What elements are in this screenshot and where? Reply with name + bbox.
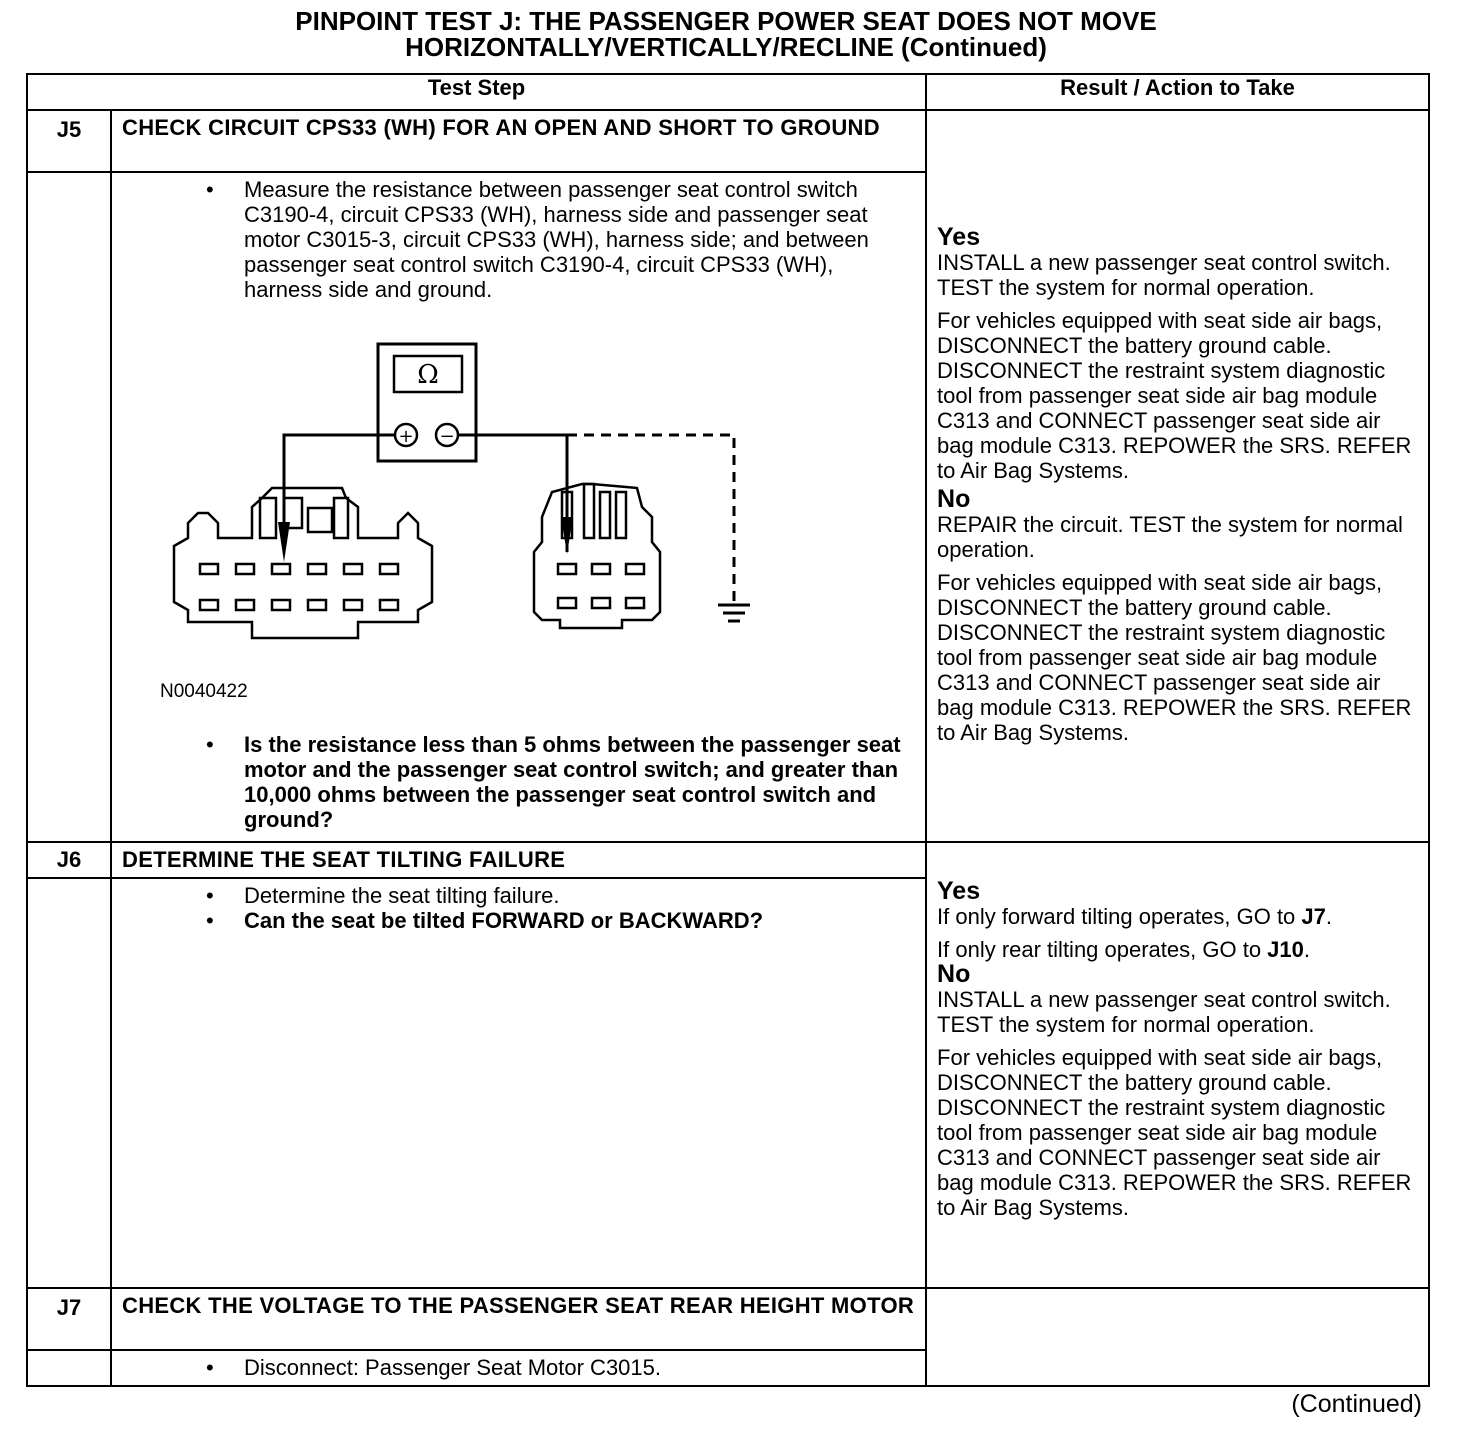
header-test-step: Test Step	[27, 74, 926, 110]
wiring-diagram-svg	[122, 302, 937, 732]
minus-label: −	[439, 426, 455, 447]
j6-title-row	[27, 842, 1429, 878]
j6-no-note: For vehicles equipped with seat side air bags, DISCONNECT the battery ground cable. DISCONNECT the restraint system diagnostic tool from passenger seat side air bag module C313 and CONNECT passenger seat side air bag module C313. REPOWER the SRS. REFER to Air Bag Systems.	[937, 1045, 1412, 1220]
j7-result-cell	[926, 1288, 1429, 1386]
j7-bullet-1: • Disconnect: Passenger Seat Motor C3015.	[206, 1355, 662, 1380]
j7-step-id: J7	[27, 1288, 111, 1350]
j7-step-title: CHECK THE VOLTAGE TO THE PASSENGER SEAT REAR HEIGHT MOTOR	[111, 1288, 926, 1350]
plus-label: +	[398, 426, 414, 447]
table-header-row	[27, 74, 1429, 110]
page-title-line-2: HORIZONTALLY/VERTICALLY/RECLINE (Continued)	[405, 32, 1047, 62]
j6-no-text: INSTALL a new passenger seat control switch. TEST the system for normal operation.	[937, 987, 1391, 1037]
j5-no-text: REPAIR the circuit. TEST the system for normal operation.	[937, 512, 1403, 562]
j6-step-body	[111, 878, 926, 1288]
j5-result-cell	[926, 110, 1429, 842]
header-result-action: Result / Action to Take	[926, 74, 1429, 110]
j7-title-row	[27, 1288, 1429, 1350]
j5-step-title: CHECK CIRCUIT CPS33 (WH) FOR AN OPEN AND SHORT TO GROUND	[111, 110, 926, 172]
pinpoint-test-table	[26, 73, 1430, 1387]
j6-yes-line-1: If only forward tilting operates, GO to J7.	[937, 904, 1333, 929]
test-probes	[278, 517, 573, 562]
j5-wiring-diagram	[122, 302, 915, 732]
j5-yes-note: For vehicles equipped with seat side air bags, DISCONNECT the battery ground cable. DISCONNECT the restraint system diagnostic tool from passenger seat side air bag module C313 and CONNECT passenger seat side air bag module C313. REPOWER the SRS. REFER to Air Bag Systems.	[937, 308, 1412, 483]
j5-step-body	[111, 172, 926, 842]
meter-leads	[284, 435, 734, 604]
page-title-line-1: PINPOINT TEST J: THE PASSENGER POWER SEAT DOES NOT MOVE	[295, 6, 1157, 36]
link-j10[interactable]: J10	[1267, 937, 1304, 962]
connector-c3190	[174, 488, 432, 638]
ground-symbol	[718, 605, 750, 621]
j6-step-id: J6	[27, 842, 111, 878]
j6-bullet-1: • Determine the seat tilting failure.	[206, 883, 560, 908]
j5-bullet-1: • Measure the resistance between passenger seat control switch C3190-4, circuit CPS33 (WH), harness side and passenger seat motor C3015-3, circuit CPS33 (WH), harness side; and between passenger seat control switch C3190-4, circuit CPS33 (WH), harness side and ground.	[206, 177, 869, 302]
figure-code: N0040422	[160, 681, 248, 702]
j5-bullet-2: • Is the resistance less than 5 ohms between the passenger seat motor and the passenger seat control switch; and greater than 10,000 ohms between the passenger seat control switch and ground?	[206, 732, 901, 832]
continued-label: (Continued)	[1291, 1390, 1422, 1418]
j5-yes-label: Yes	[937, 223, 981, 251]
j6-yes-line-2: If only rear tilting operates, GO to J10.	[937, 937, 1311, 962]
j5-title-row	[27, 110, 1429, 172]
j6-result-cell	[926, 842, 1429, 1288]
j6-step-title: DETERMINE THE SEAT TILTING FAILURE	[111, 842, 926, 878]
page-title	[0, 8, 1452, 60]
j5-no-label: No	[937, 485, 971, 513]
j5-step-id: J5	[27, 110, 111, 172]
j5-no-note: For vehicles equipped with seat side air bags, DISCONNECT the battery ground cable. DISCONNECT the restraint system diagnostic tool from passenger seat side air bag module C313 and CONNECT passenger seat side air bag module C313. REPOWER the SRS. REFER to Air Bag Systems.	[937, 570, 1412, 745]
j6-bullet-2: • Can the seat be tilted FORWARD or BACKWARD?	[206, 908, 764, 933]
j5-yes-text: INSTALL a new passenger seat control switch. TEST the system for normal operation.	[937, 250, 1391, 300]
ohm-symbol: Ω	[417, 360, 439, 390]
j7-step-body	[111, 1350, 926, 1386]
connector-c3015	[534, 484, 660, 628]
ohmmeter	[378, 344, 476, 461]
link-j7[interactable]: J7	[1301, 904, 1326, 929]
j6-yes-label: Yes	[937, 877, 981, 905]
j6-no-label: No	[937, 960, 971, 988]
